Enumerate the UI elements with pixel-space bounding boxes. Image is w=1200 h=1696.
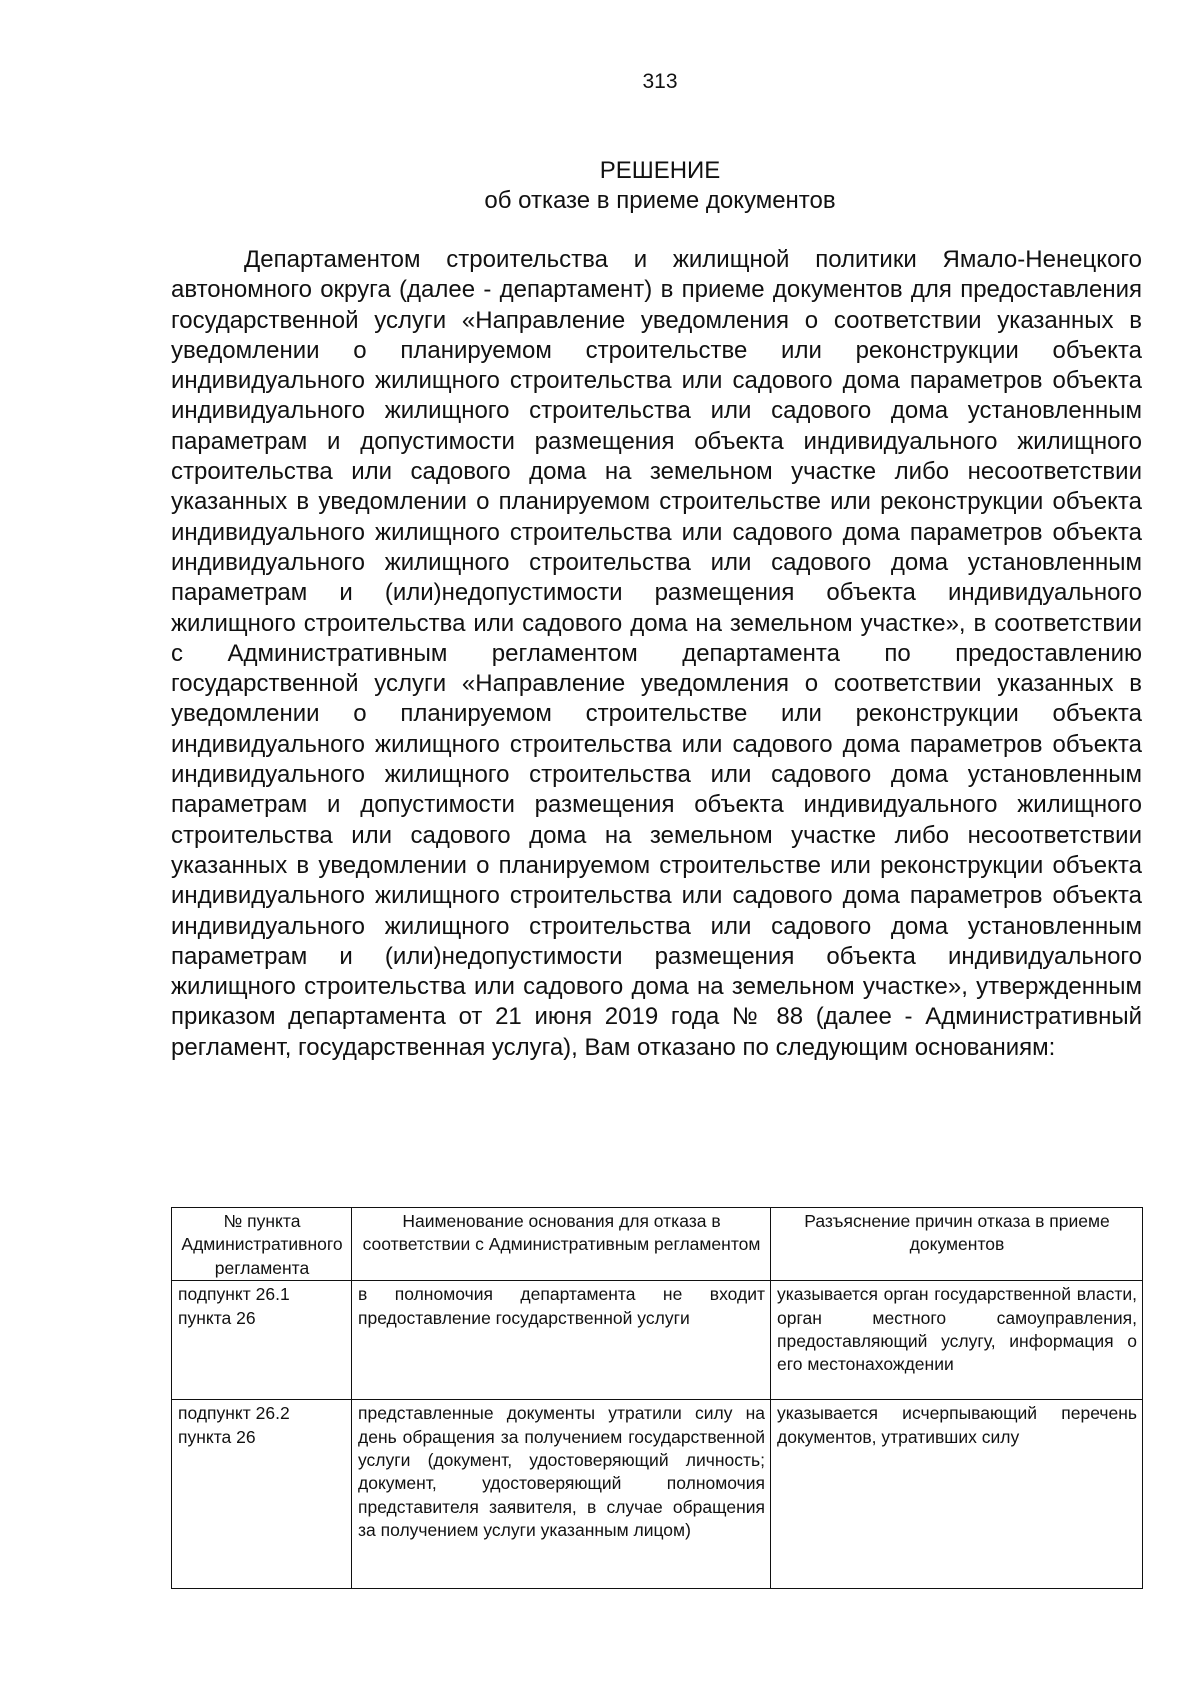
- row-explanation: указывается исчерпывающий перечень документов, утративших силу: [771, 1400, 1143, 1589]
- body-paragraph: Департаментом строительства и жилищной политики Ямало-Ненецкого автономного округа (далее - департамент) в приеме документов для предоставления государственной услуги «Направление уведомления о соответствии указанных в уведомлении о планируемом строительстве или реконструкции объекта индивидуального жилищного строительства или садового дома параметров объекта индивидуального жилищного строительства или садового дома установленным параметрам и допустимости размещения объекта индивидуального жилищного строительства или садового дома на земельном участке либо несоответствии указанных в уведомлении о планируемом строительстве или реконструкции объекта индивидуального жилищного строительства или садового дома параметров объекта индивидуального жилищного строительства или садового дома установленным параметрам и (или)недопустимости размещения объекта индивидуального жилищного строительства или садового дома на земельном участке», в соответствии с Административным регламентом департамента по предоставлению государственной услуги «Направление уведомления о соответствии указанных в уведомлении о планируемом строительстве или реконструкции объекта индивидуального жилищного строительства или садового дома параметров объекта индивидуального жилищного строительства или садового дома установленным параметрам и допустимости размещения объекта индивидуального жилищного строительства или садового дома на земельном участке либо несоответствии указанных в уведомлении о планируемом строительстве или реконструкции объекта индивидуального жилищного строительства или садового дома параметров объекта индивидуального жилищного строительства или садового дома установленным параметрам и (или)недопустимости размещения объекта индивидуального жилищного строительства или садового дома на земельном участке», утвержденным приказом департамента от 21 июня 2019 года № 88 (далее - Административный регламент, государственная услуга), Вам отказано по следующим основаниям:: [171, 246, 1142, 1061]
- table-row: [172, 1400, 1143, 1589]
- header-reason-name: Наименование основания для отказа в соответствии с Административным регламентом: [352, 1208, 771, 1281]
- document-subtitle: об отказе в приеме документов: [484, 187, 836, 214]
- row-reason: в полномочия департамента не входит предоставление государственной услуги: [352, 1281, 771, 1400]
- header-point-number: № пункта Административного регламента: [172, 1208, 352, 1281]
- row-explanation: указывается орган государственной власти, орган местного самоуправления, предоставляющий услугу, информация о его местонахождении: [771, 1281, 1143, 1400]
- row-point-number: подпункт 26.1 пункта 26: [172, 1281, 352, 1400]
- table-row: [172, 1281, 1143, 1400]
- document-title: РЕШЕНИЕ: [599, 157, 721, 184]
- page-number: 313: [642, 70, 678, 93]
- row-point-number: подпункт 26.2 пункта 26: [172, 1400, 352, 1589]
- header-explanation: Разъяснение причин отказа в приеме документов: [771, 1208, 1143, 1281]
- table-header-row: [172, 1208, 1143, 1281]
- refusal-grounds-table: [171, 1207, 1143, 1589]
- row-reason: представленные документы утратили силу на день обращения за получением государственной услуги (документ, удостоверяющий личность; документ, удостоверяющий полномочия представителя заявителя, в случае обращения за получением услуги указанным лицом): [352, 1400, 771, 1589]
